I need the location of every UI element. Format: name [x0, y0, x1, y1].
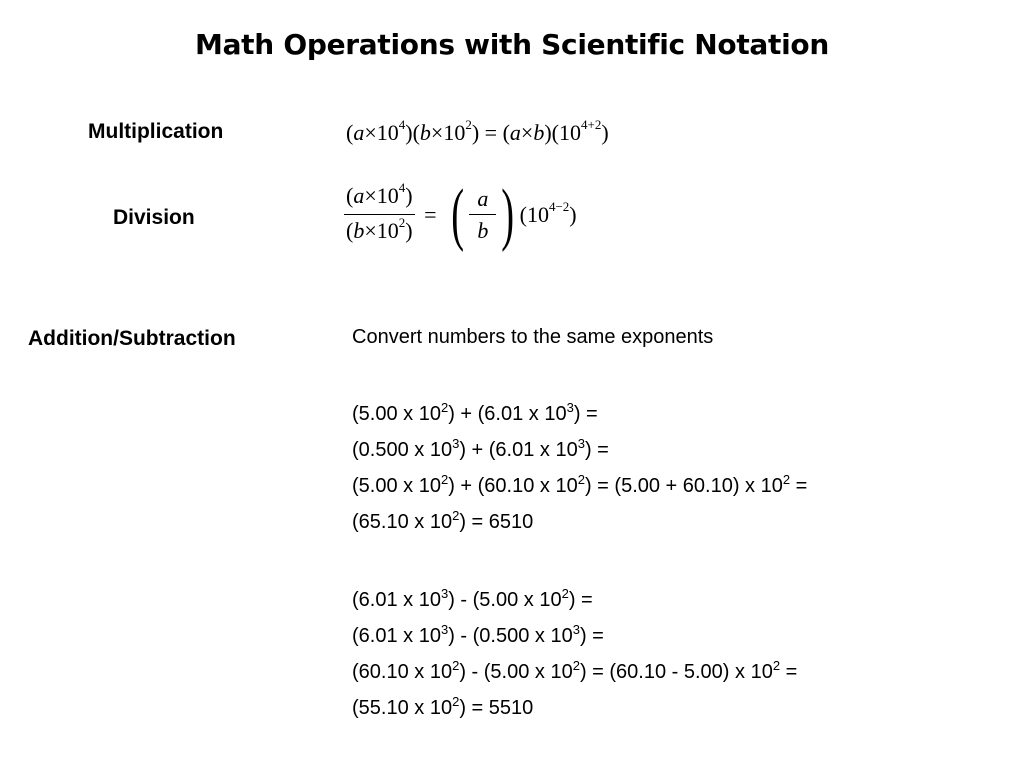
addsub-label: Addition/Subtraction	[28, 327, 236, 350]
division-formula: $\frac{(a\times 10^4)}{(b\times 10^2)}$ = ( $\frac{a}{b}$ ) $(10^{4-2})$	[346, 176, 577, 253]
addition-line: (5.00 x $10^2) + (6.01$ x $10^3$) =	[352, 400, 598, 425]
division-label: Division	[113, 206, 195, 229]
division-left-fraction: $\frac{(a\times 10^4)}{(b\times 10^2)}$	[346, 179, 413, 243]
multiplication-label: Multiplication	[88, 120, 224, 143]
page-title: Math Operations with Scientific Notation	[195, 28, 829, 61]
addition-line: (65.10 x $10^2) = 6510$	[352, 508, 534, 533]
addition-line: (0.500 x $10^3) + (6.01$ x $10^3$) =	[352, 436, 609, 461]
multiplication-formula: $(a\times 10^4)(b\times 10^2) = (a\times b)(10^{4+2})$	[346, 117, 609, 145]
division-ab-fraction: $\frac{a}{b}$	[469, 184, 496, 247]
addition-line: (5.00 x $10^2) + (60.10$ x $10^2) = (5.00 + 60.10)$ x $10^2$ =	[352, 472, 808, 497]
addition-steps	[352, 397, 807, 541]
subtraction-line: (60.10 x $10^2) - (5.00$ x $10^2) = (60.10 - 5.00)$ x $10^2$ =	[352, 658, 798, 683]
subtraction-line: (55.10 x $10^2) = 5510$	[352, 694, 534, 719]
subtraction-line: (6.01 x $10^3) - (5.00$ x $10^2$) =	[352, 586, 593, 611]
subtraction-steps	[352, 583, 797, 727]
subtraction-line: (6.01 x $10^3) - (0.500$ x $10^3$) =	[352, 622, 604, 647]
addsub-intro: Convert numbers to the same exponents	[352, 326, 714, 348]
